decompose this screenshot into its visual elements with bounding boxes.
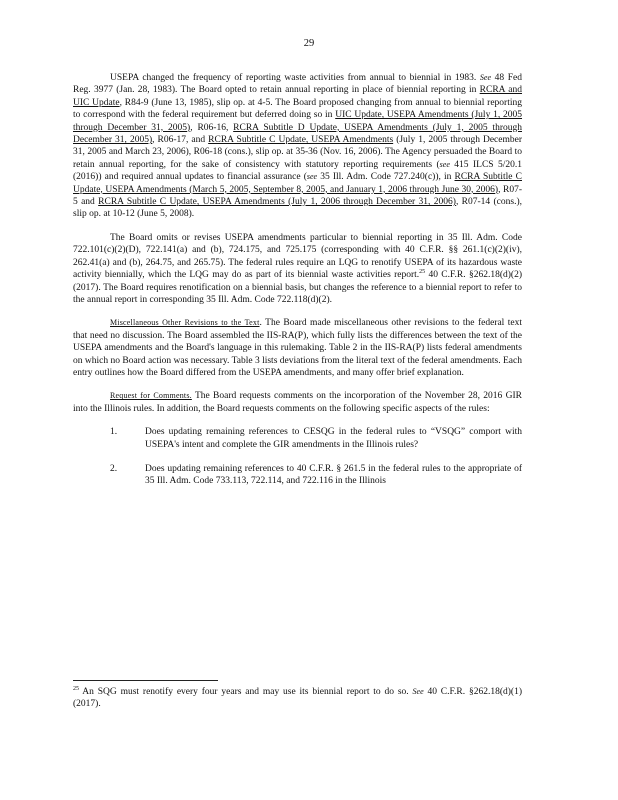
citation-signal: See [412, 687, 424, 696]
citation-signal: See [479, 73, 491, 82]
footnote [73, 686, 522, 711]
text-run: (July 1, 2005 through December 31, 2005 and March 23, 2006), R06-18 (cons.), slip op. at 35-36 (Nov. 16, 2006). The Agency persuaded the Board to retain annual reporting, for the sake of consistency with statutory reporting requirements ( [73, 135, 522, 170]
document-body [73, 72, 522, 500]
list-item-text: Does updating remaining references to CESQG in the federal rules to “VSQG” comport with USEPA's intent and complete the GIR amendments in the Illinois rules? [145, 427, 522, 450]
paragraph-omits-revises [73, 232, 522, 306]
text-run: , R06-17, and [152, 135, 209, 146]
question-list [73, 426, 522, 488]
case-title: RCRA and UIC Update [73, 85, 523, 108]
page-number: 29 [303, 38, 315, 49]
case-title: UIC Update, USEPA Amendments (July 1, 2005 through December 31, 2005) [73, 110, 523, 133]
list-item [73, 426, 522, 451]
text-run: , R07-5 and [73, 184, 522, 208]
text-run: , R06-16, [190, 122, 234, 133]
section-heading: Miscellaneous Other Revisions to the Text [110, 318, 260, 328]
list-number: 1. [110, 427, 118, 438]
text-run: . The Board made miscellaneous other revisions to the federal text that need no discussion. The Board assembled the IIS-RA(P), which fully lists the differences between the text of the USEPA amendments and the Board's language in this rulemaking. Table 2 in the IIS-RA(P) lists federal amendments on which no Board action was necessary. Table 3 lists deviations from the literal text of the federal amendments. Each entry outlines how the Board differed from the USEPA amendments, and many offer brief explanation. [73, 318, 523, 378]
footnote-text: An SQG must renotify every four years and may use its biennial report to do so. [79, 687, 413, 697]
case-title: RCRA Subtitle C Update, USEPA Amendments (July 1, 2006 through December 31, 2006) [98, 197, 456, 208]
case-title: RCRA Subtitle D Update, USEPA Amendments (July 1, 2005 through December 31, 2005) [73, 122, 522, 146]
text-run: 35 Ill. Adm. Code 727.240(c)), in [317, 172, 455, 183]
case-title: RCRA Subtitle C Update, USEPA Amendments [208, 135, 394, 146]
list-item [73, 463, 522, 488]
text-run: , R84-9 (June 13, 1985), slip op. at 4-5. The Board proposed changing from annual to biennial reporting to correspond with the federal requirement but deferred doing so in [73, 97, 522, 121]
text-run: The Board omits or revises USEPA amendments particular to biennial reporting in 35 Ill. Adm. Code 722.101(c)(2)(D), 722.141(a) and (b), 724.175, and 725.175 (corresponding with 40 C.F.R. §§ 261.1(c)(2)(iv), 262.41(a) and (b), 264.75, and 265.75). The federal rules require an LQG to renotify USEPA of its hazardous waste activity biennially, which the LQG may do as part of its biennial waste activities report. [73, 232, 522, 281]
text-run: The Board requests comments on the incorporation of the November 28, 2016 GIR into the Illinois rules. In addition, the Board requests comments on the following specific aspects of the rules: [73, 391, 522, 414]
citation-signal: see [306, 172, 318, 182]
text-run: , R07-14 (cons.), slip op. at 10-12 (June 5, 2008). [73, 197, 523, 220]
footnote-number: 25 [73, 685, 79, 692]
case-title: RCRA Subtitle C Update, USEPA Amendments (March 5, 2005, September 8, 2005, and January 1, 2006 through June 30, 2006) [73, 172, 522, 195]
list-number: 2. [110, 463, 118, 474]
text-run: 415 ILCS 5/20.1 (2016)) and required annual updates to financial assurance ( [73, 159, 522, 183]
list-item-text: Does updating remaining references to 40 C.F.R. § 261.5 in the federal rules to the appropriate of 35 Ill. Adm. Code 733.113, 722.114, and 722.116 in the Illinois [145, 463, 522, 487]
citation-signal: see [439, 159, 450, 169]
text-run: USEPA changed the frequency of reporting waste activities from annual to biennial in 1983. [110, 73, 480, 83]
paragraph-request-comments [73, 390, 522, 415]
paragraph-biennial-history [73, 72, 522, 221]
text-run: 48 Fed Reg. 3977 (Jan. 28, 1983). The Board opted to retain annual reporting in place of biennial reporting in [73, 73, 522, 96]
paragraph-misc-revisions [73, 317, 522, 379]
footnote-reference: 25 [419, 268, 426, 275]
footnote-divider [73, 680, 218, 681]
section-heading: Request for Comments. [110, 391, 192, 401]
text-run: 40 C.F.R. §262.18(d)(2) (2017). The Board requires renotification on a biennial basis, but changes the reference to a biennial report to refer to the annual report in corresponding 35 Ill. Adm. Code 722.118(d)(2). [73, 270, 522, 305]
footnote-text: 40 C.F.R. §262.18(d)(1) (2017). [73, 687, 522, 710]
